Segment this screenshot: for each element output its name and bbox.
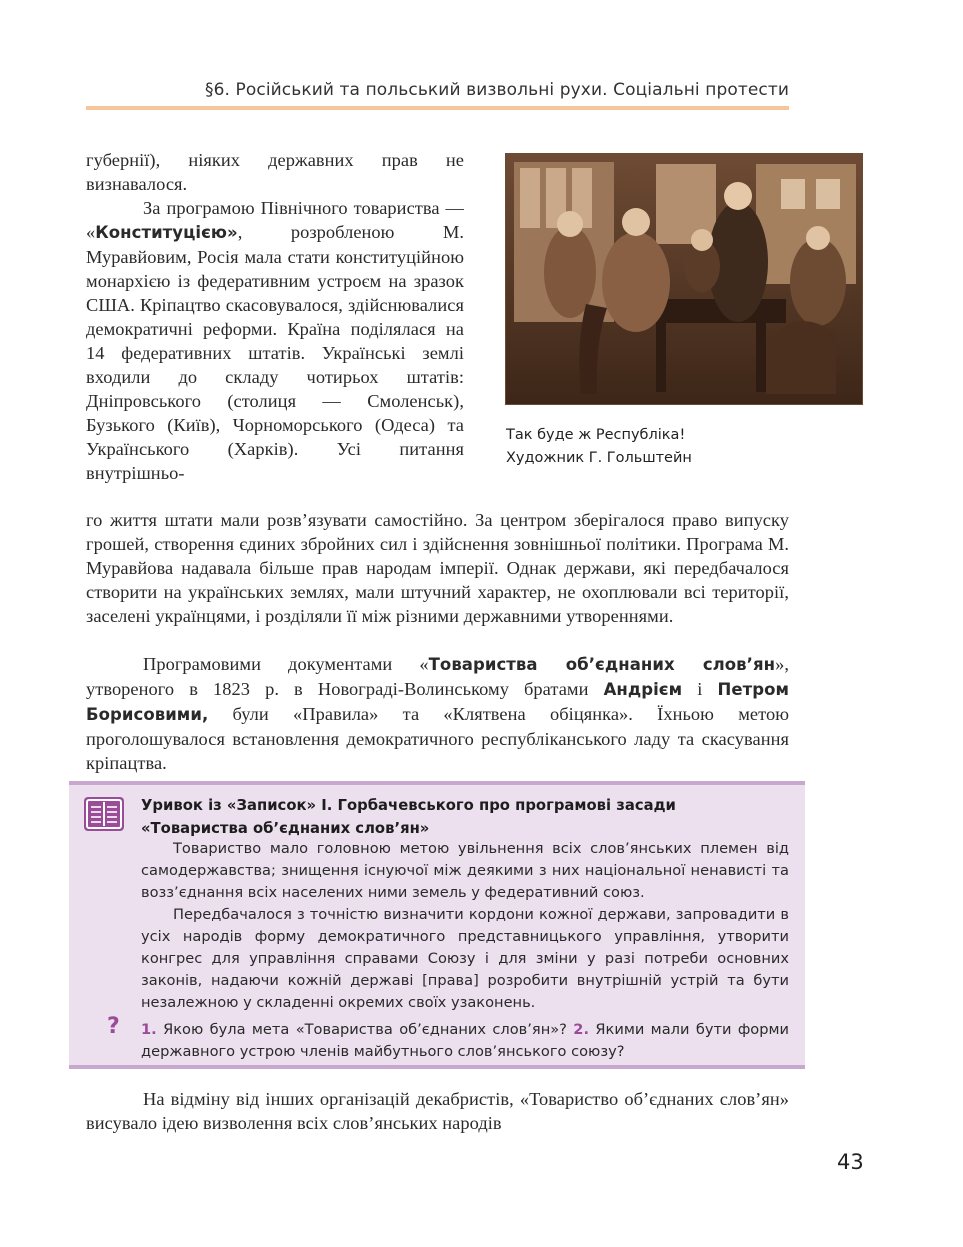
paragraph-2: За програмою Північного товариства — «Конституцією», розробленою М. Муравйовим, Росія мала стати конституційною монархією із федеративним устроєм на зразок США. Кріпацтво скасовувалося, здійснювалися демократичні реформи. Країна поділялася на 14 федеративних штатів. Українські землі входили до складу чотирьох штатів: Дніпровського (столиця — Смоленськ), Бузького (Київ), Чорноморського (Одеса) та Українського (Харків). Усі питання внутрішньо- bbox=[86, 198, 464, 483]
source-paragraph-2: Передбачалося з точністю визначити кордони кожної держави, запровадити в усіх народів форму демократичного представницького управління, утворити конгрес для управління справами Союзу і для зміни у разі потреби основних законів, надаючи кожній державі [права] розробити внутрішній устрій та бути незалежною у складенні окремих своїх узаконень. bbox=[141, 906, 789, 1011]
page-number: 43 bbox=[837, 1150, 864, 1174]
paragraph-2-continued: го життя штати мали розв’язувати самостійно. За центром зберігалося право випуску грошей, створення єдиних збройних сил і здійснення зовнішньої політики. Програма М. Муравйова надавала більше прав народам імперії. Однак держави, які передбачалося створити на українських землях, мали штучний характер, не охоплювали всі території, заселені українцями, і розділяли її між різними державними утвореннями. bbox=[86, 510, 789, 626]
caption-artist: Художник Г. Гольштейн bbox=[506, 450, 692, 466]
source-title bbox=[141, 794, 781, 840]
paragraph-4: На відміну від інших організацій декабристів, «Товариство об’єднаних слов’ян» висувало ідею визволення всіх слов’янських народів bbox=[86, 1089, 789, 1133]
source-questions bbox=[141, 1019, 789, 1063]
source-paragraph-1: Товариство мало головною метою увільнення всіх слов’янських племен від самодержавства; знищення існуючої між деякими з них національної ненависті та возз’єднання всіх населених ними земель у федеративний союз. bbox=[141, 840, 789, 901]
question-2-text: Якими мали бути форми державного устрою членів майбутнього слов’янського союзу? bbox=[141, 1021, 789, 1060]
question-2-number: 2. bbox=[573, 1021, 589, 1038]
source-title-line-1: Уривок із «Записок» І. Горбачевського про програмові засади bbox=[141, 797, 676, 814]
paragraph-1: губернії), ніяких державних прав не визнавалося. bbox=[86, 150, 464, 194]
book-icon bbox=[84, 797, 124, 831]
paragraph-3: Програмовими документами «Товариства об’єднаних слов’ян», утвореного в 1823 р. в Новограді-Волинському братами Андрієм і Петром Борисовими, були «Правила» та «Клятвена обіцянка». Їхньою метою проголошувалося встановлення демократичного республіканського ладу та скасування кріпацтва. bbox=[86, 654, 789, 773]
source-title-line-2: «Товариства об’єднаних слов’ян» bbox=[141, 820, 430, 837]
header-rule bbox=[86, 106, 789, 110]
question-icon: ? bbox=[107, 1014, 120, 1039]
question-1-text: Якою була мета «Товариства об’єднаних слов’ян»? bbox=[156, 1021, 574, 1038]
figure-caption bbox=[506, 424, 806, 470]
question-1-number: 1. bbox=[141, 1021, 157, 1038]
running-header: §6. Російський та польський визвольні рухи. Соціальні протести bbox=[205, 80, 789, 100]
painting-illustration bbox=[505, 153, 863, 405]
painting-image bbox=[506, 154, 862, 404]
caption-title: Так буде ж Республіка! bbox=[506, 427, 686, 443]
